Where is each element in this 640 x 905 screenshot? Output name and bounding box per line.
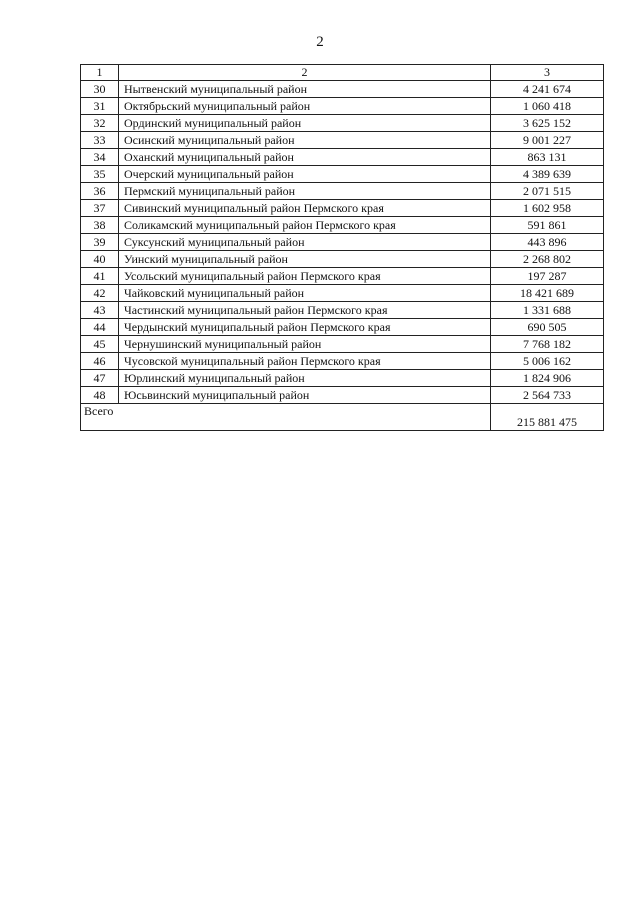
district-name: Чердынский муниципальный район Пермского края: [119, 319, 491, 336]
row-number: 47: [81, 370, 119, 387]
row-number: 40: [81, 251, 119, 268]
amount-value: 9 001 227: [491, 132, 604, 149]
amount-value: 690 505: [491, 319, 604, 336]
amount-value: 4 241 674: [491, 81, 604, 98]
total-row: [81, 404, 604, 431]
column-header-number: 1: [81, 65, 119, 81]
district-name: Нытвенский муниципальный район: [119, 81, 491, 98]
table-row: [81, 149, 604, 166]
row-number: 35: [81, 166, 119, 183]
district-name: Чусовской муниципальный район Пермского края: [119, 353, 491, 370]
table-row: [81, 285, 604, 302]
amount-value: 7 768 182: [491, 336, 604, 353]
table-row: [81, 234, 604, 251]
table-row: [81, 200, 604, 217]
amount-value: 2 268 802: [491, 251, 604, 268]
row-number: 44: [81, 319, 119, 336]
district-name: Осинский муниципальный район: [119, 132, 491, 149]
district-name: Юрлинский муниципальный район: [119, 370, 491, 387]
row-number: 39: [81, 234, 119, 251]
amount-value: 1 824 906: [491, 370, 604, 387]
table-row: [81, 319, 604, 336]
district-name: Юсьвинский муниципальный район: [119, 387, 491, 404]
row-number: 34: [81, 149, 119, 166]
amount-value: 18 421 689: [491, 285, 604, 302]
district-name: Уинский муниципальный район: [119, 251, 491, 268]
column-header-name: 2: [119, 65, 491, 81]
table-row: [81, 370, 604, 387]
row-number: 48: [81, 387, 119, 404]
table-row: [81, 183, 604, 200]
row-number: 33: [81, 132, 119, 149]
district-name: Ординский муниципальный район: [119, 115, 491, 132]
district-name: Усольский муниципальный район Пермского края: [119, 268, 491, 285]
row-number: 37: [81, 200, 119, 217]
amount-value: 863 131: [491, 149, 604, 166]
total-value: 215 881 475: [491, 404, 604, 431]
amount-value: 443 896: [491, 234, 604, 251]
table-row: [81, 302, 604, 319]
table-row: [81, 81, 604, 98]
amount-value: 1 060 418: [491, 98, 604, 115]
district-name: Очерский муниципальный район: [119, 166, 491, 183]
page-number: 2: [316, 34, 324, 50]
column-header-value: 3: [491, 65, 604, 81]
total-label: Всего: [81, 404, 491, 431]
district-name: Соликамский муниципальный район Пермского края: [119, 217, 491, 234]
amount-value: 4 389 639: [491, 166, 604, 183]
amount-value: 3 625 152: [491, 115, 604, 132]
district-name: Суксунский муниципальный район: [119, 234, 491, 251]
district-name: Частинский муниципальный район Пермского края: [119, 302, 491, 319]
table-row: [81, 251, 604, 268]
table-row: [81, 336, 604, 353]
row-number: 36: [81, 183, 119, 200]
table-row: [81, 132, 604, 149]
table-header-row: [81, 65, 604, 81]
district-name: Сивинский муниципальный район Пермского края: [119, 200, 491, 217]
district-name: Оханский муниципальный район: [119, 149, 491, 166]
table-row: [81, 166, 604, 183]
row-number: 43: [81, 302, 119, 319]
amount-value: 197 287: [491, 268, 604, 285]
district-name: Чайковский муниципальный район: [119, 285, 491, 302]
amount-value: 591 861: [491, 217, 604, 234]
amount-value: 1 602 958: [491, 200, 604, 217]
row-number: 42: [81, 285, 119, 302]
amount-value: 1 331 688: [491, 302, 604, 319]
row-number: 38: [81, 217, 119, 234]
row-number: 31: [81, 98, 119, 115]
amount-value: 2 071 515: [491, 183, 604, 200]
table-row: [81, 268, 604, 285]
amount-value: 2 564 733: [491, 387, 604, 404]
table-row: [81, 217, 604, 234]
district-name: Октябрьский муниципальный район: [119, 98, 491, 115]
row-number: 41: [81, 268, 119, 285]
table-row: [81, 353, 604, 370]
table-row: [81, 115, 604, 132]
row-number: 30: [81, 81, 119, 98]
district-name: Пермский муниципальный район: [119, 183, 491, 200]
amount-value: 5 006 162: [491, 353, 604, 370]
table-row: [81, 387, 604, 404]
district-name: Чернушинский муниципальный район: [119, 336, 491, 353]
row-number: 45: [81, 336, 119, 353]
row-number: 46: [81, 353, 119, 370]
table-row: [81, 98, 604, 115]
allocation-table: [80, 64, 604, 431]
row-number: 32: [81, 115, 119, 132]
